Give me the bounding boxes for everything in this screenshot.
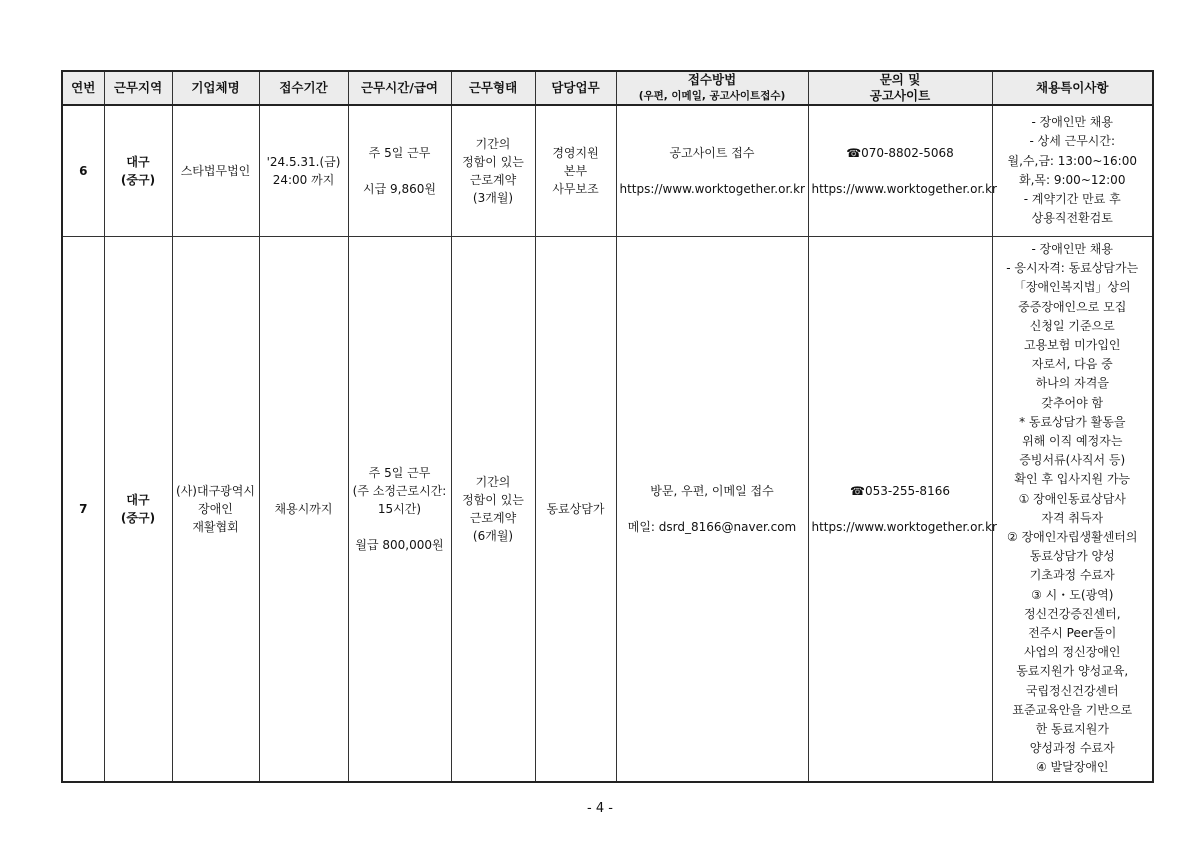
cell-line: 증빙서류(사직서 등) bbox=[1019, 453, 1126, 468]
cell-period bbox=[259, 105, 348, 236]
header-contact-label-2: 공고사이트 bbox=[869, 88, 931, 103]
cell-line: (3개월) bbox=[472, 190, 514, 205]
cell-line: 화,목: 9:00~12:00 bbox=[1019, 172, 1126, 187]
line-gap bbox=[620, 500, 805, 518]
header-region: 근무지역 bbox=[104, 71, 172, 105]
cell-line: 시급 9,860원 bbox=[363, 181, 436, 196]
cell-type bbox=[451, 105, 535, 236]
cell-line: 국립정신건강센터 bbox=[1025, 683, 1119, 698]
cell-line: 확인 후 입사지원 가능 bbox=[1014, 472, 1131, 487]
cell-no: 6 bbox=[62, 105, 104, 236]
cell-hours-pay bbox=[348, 105, 451, 236]
cell-line: 신청일 기준으로 bbox=[1029, 318, 1115, 333]
cell-line: 사무보조 bbox=[552, 181, 599, 196]
cell-line: 중증장애인으로 모집 bbox=[1018, 299, 1127, 314]
page-number: - 4 - bbox=[587, 801, 613, 816]
cell-line: ☎070-8802-5068 bbox=[846, 145, 954, 160]
cell-line: 기간의 bbox=[475, 136, 511, 151]
cell-company bbox=[172, 236, 259, 782]
cell-line: - 상세 근무시간: bbox=[1029, 134, 1116, 149]
cell-line: 갖추어야 함 bbox=[1041, 395, 1104, 410]
cell-line: (사)대구광역시 bbox=[176, 483, 255, 498]
header-no: 연번 bbox=[62, 71, 104, 105]
cell-line: 한 동료지원가 bbox=[1035, 721, 1109, 736]
cell-line: (중구) bbox=[120, 510, 156, 525]
cell-duty bbox=[535, 236, 616, 782]
cell-duty bbox=[535, 105, 616, 236]
cell-line: 근로계약 bbox=[469, 172, 517, 187]
cell-line: ① 장애인동료상담사 bbox=[1018, 491, 1126, 506]
cell-line: 경영지원 bbox=[552, 145, 599, 160]
cell-line: 공고사이트 접수 bbox=[669, 145, 755, 160]
cell-no: 7 bbox=[62, 236, 104, 782]
cell-line: - 장애인만 채용 bbox=[1031, 115, 1113, 130]
cell-line: 스타법무법인 bbox=[180, 163, 251, 178]
cell-line: https://www.worktogether.or.kr bbox=[619, 181, 805, 196]
cell-line: 주 5일 근무 bbox=[368, 465, 431, 480]
cell-line: 동료상담가 양성 bbox=[1029, 549, 1115, 564]
line-gap bbox=[352, 162, 448, 180]
cell-line: 하나의 자격을 bbox=[1035, 376, 1109, 391]
cell-line: 상용직전환검토 bbox=[1031, 211, 1113, 226]
cell-line: 장애인 bbox=[198, 501, 233, 516]
cell-type bbox=[451, 236, 535, 782]
cell-line: 월급 800,000원 bbox=[355, 537, 444, 552]
cell-line: ② 장애인자립생활센터의 bbox=[1007, 529, 1138, 544]
cell-region bbox=[104, 236, 172, 782]
cell-line: 자로서, 다음 중 bbox=[1031, 357, 1113, 372]
cell-line: - 응시자격: 동료상담가는 bbox=[1006, 261, 1139, 276]
cell-line: 15시간) bbox=[377, 501, 422, 516]
cell-contact bbox=[808, 105, 997, 236]
cell-line: 기간의 bbox=[475, 474, 511, 489]
cell-line: 기초과정 수료자 bbox=[1029, 568, 1115, 583]
cell-line: ☎053-255-8166 bbox=[850, 483, 950, 498]
cell-line: 동료지원가 양성교육, bbox=[1016, 664, 1129, 679]
cell-line: 전주시 Peer돌이 bbox=[1028, 625, 1117, 640]
line-gap bbox=[620, 162, 805, 180]
cell-line: ③ 시・도(광역) bbox=[1031, 587, 1114, 602]
cell-line: 사업의 정신장애인 bbox=[1023, 645, 1121, 660]
cell-line: 근로계약 bbox=[469, 510, 517, 525]
header-method-label: 접수방법 bbox=[687, 72, 737, 87]
header-type: 근무형태 bbox=[451, 71, 535, 105]
line-gap bbox=[812, 162, 989, 180]
header-duty: 담당업무 bbox=[535, 71, 616, 105]
cell-line: 주 5일 근무 bbox=[368, 145, 431, 160]
cell-line: 메일: dsrd_8166@naver.com bbox=[627, 519, 797, 534]
header-contact bbox=[808, 71, 992, 105]
cell-line: 정함이 있는 bbox=[462, 492, 524, 507]
header-contact-label: 문의 및 bbox=[879, 72, 921, 87]
cell-line: https://www.worktogether.or.kr bbox=[811, 519, 997, 534]
line-gap bbox=[812, 500, 989, 518]
table-row bbox=[62, 236, 1153, 782]
cell-contact bbox=[808, 236, 997, 782]
cell-company bbox=[172, 105, 259, 236]
header-notes: 채용특이사항 bbox=[992, 71, 1153, 105]
cell-line: 표준교육안을 기반으로 bbox=[1012, 702, 1133, 717]
cell-line: 자격 취득자 bbox=[1041, 510, 1104, 525]
cell-line: 채용시까지 bbox=[274, 501, 333, 516]
cell-method bbox=[616, 236, 808, 782]
cell-line: 대구 bbox=[126, 492, 150, 507]
cell-notes bbox=[992, 236, 1153, 782]
cell-line: https://www.worktogether.or.kr bbox=[811, 181, 997, 196]
cell-notes bbox=[992, 105, 1153, 236]
cell-line: 월,수,금: 13:00~16:00 bbox=[1007, 153, 1137, 168]
header-row bbox=[62, 71, 1153, 105]
cell-line: 본부 bbox=[563, 163, 588, 178]
cell-line: '24.5.31.(금) bbox=[266, 154, 341, 169]
cell-line: 재활협회 bbox=[192, 519, 239, 534]
cell-line: 양성과정 수료자 bbox=[1029, 741, 1115, 756]
cell-line: 위해 이직 예정자는 bbox=[1022, 433, 1123, 448]
header-period: 접수기간 bbox=[259, 71, 348, 105]
cell-line: - 장애인만 채용 bbox=[1031, 241, 1113, 256]
cell-line: 정신건강증진센터, bbox=[1023, 606, 1121, 621]
line-gap bbox=[352, 518, 448, 536]
header-hours-pay: 근무시간/급여 bbox=[348, 71, 451, 105]
cell-line: * 동료상담가 활동을 bbox=[1019, 414, 1126, 429]
table-row bbox=[62, 105, 1153, 236]
cell-line: 24:00 까지 bbox=[272, 172, 335, 187]
header-method-sub: (우편, 이메일, 공고사이트접수) bbox=[638, 90, 786, 102]
job-postings-table bbox=[61, 70, 1154, 783]
header-company: 기업체명 bbox=[172, 71, 259, 105]
cell-line: 정함이 있는 bbox=[462, 154, 524, 169]
cell-line: (주 소정근로시간: bbox=[352, 483, 447, 498]
cell-method bbox=[616, 105, 808, 236]
cell-line: ④ 발달장애인 bbox=[1035, 760, 1109, 775]
cell-line: 동료상담가 bbox=[546, 501, 605, 516]
cell-period bbox=[259, 236, 348, 782]
cell-line: - 계약기간 만료 후 bbox=[1023, 191, 1121, 206]
header-method bbox=[616, 71, 808, 105]
cell-line: (6개월) bbox=[472, 528, 514, 543]
cell-line: 「장애인복지법」상의 bbox=[1013, 280, 1131, 295]
cell-line: 고용보험 미가입인 bbox=[1023, 337, 1121, 352]
cell-line: (중구) bbox=[120, 172, 156, 187]
cell-region bbox=[104, 105, 172, 236]
cell-line: 대구 bbox=[126, 154, 150, 169]
cell-line: 방문, 우편, 이메일 접수 bbox=[650, 483, 774, 498]
cell-hours-pay bbox=[348, 236, 451, 782]
